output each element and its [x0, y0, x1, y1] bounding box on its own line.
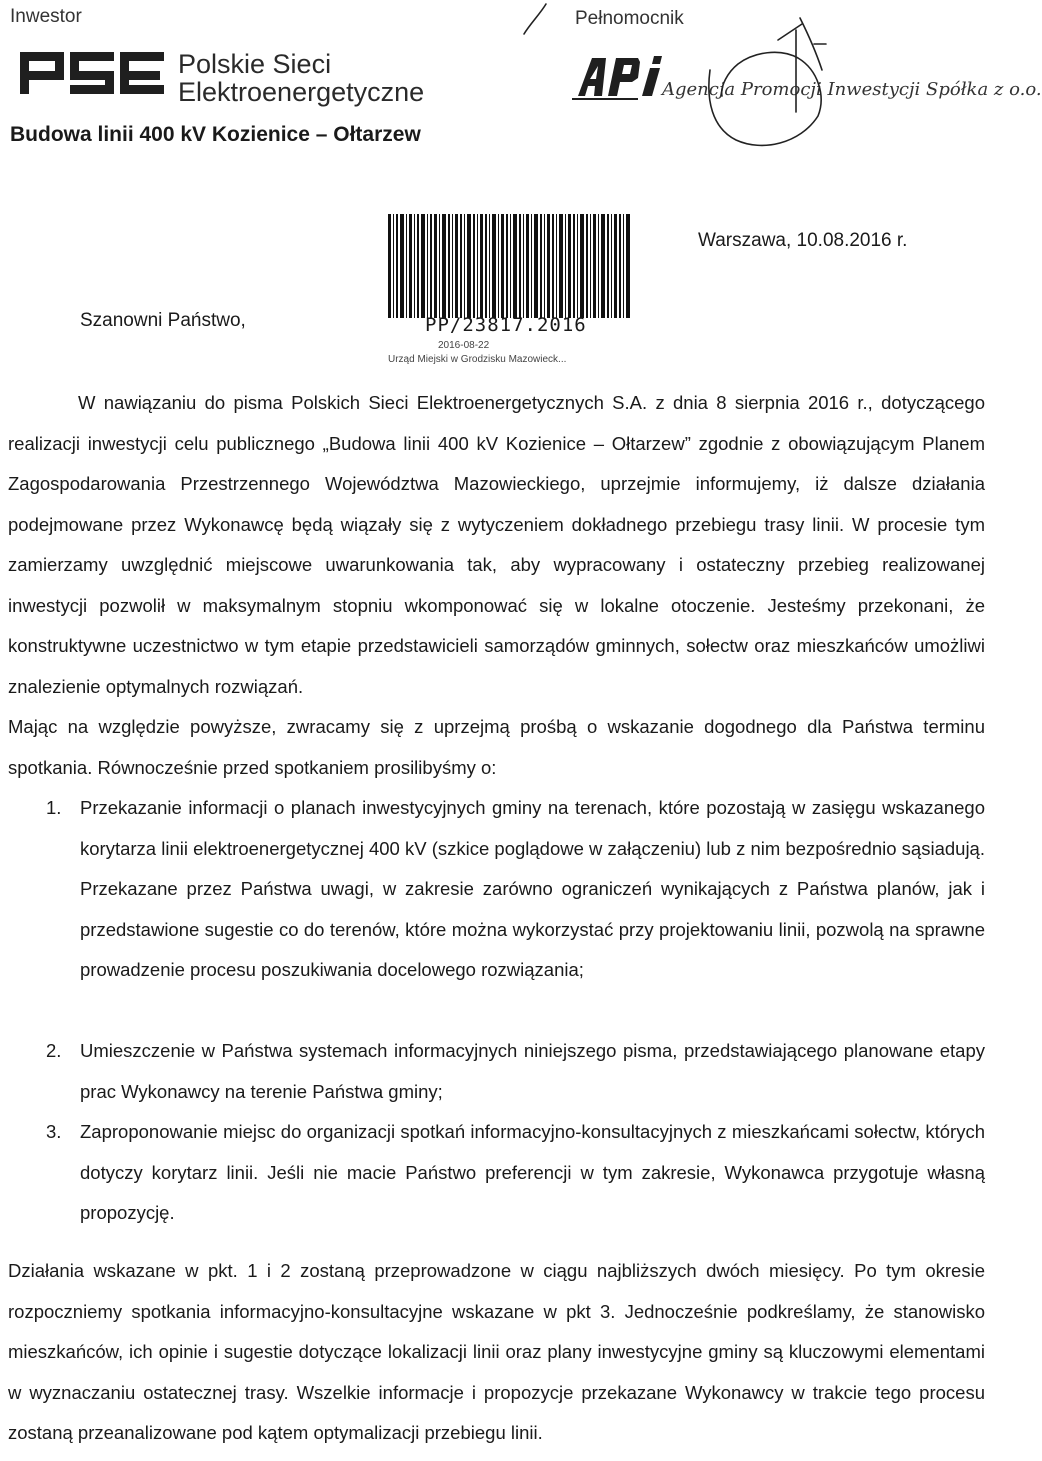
- pse-name-line1: Polskie Sieci: [178, 49, 332, 79]
- barcode-number: PP/23817.2016: [425, 314, 587, 336]
- list-number-1: 1.: [46, 797, 62, 818]
- stamp-office: Urząd Miejski w Grodzisku Mazowieck...: [388, 354, 567, 365]
- pse-logo: [18, 42, 168, 104]
- list-item-2: Umieszczenie w Państwa systemach informacyjnych niniejszego pisma, przedstawiającego planowane etapy prac Wykonawcy na terenie Państwa gminy;: [80, 1040, 985, 1102]
- handwritten-signature: [500, 0, 830, 155]
- salutation: Szanowni Państwo,: [80, 310, 246, 331]
- list-number-2: 2.: [46, 1040, 62, 1061]
- barcode: [388, 214, 633, 318]
- place-date: Warszawa, 10.08.2016 r.: [698, 230, 908, 251]
- investor-label: Inwestor: [10, 6, 82, 27]
- api-company-name: Agencja Promocji Inwestycji Spółka z o.o.: [662, 79, 1042, 100]
- list-item-1: Przekazanie informacji o planach inwestycyjnych gminy na terenach, które pozostają w zasięgu wskazanego korytarza linii elektroenergetycznej 400 kV (szkice poglądowe w załączeniu) lub z nim bezpośrednio sąsiadują. Przekazane przez Państwa uwagi, w zakresie zarówno ograniczeń wynikających z Państwa planów, jak i przedstawione sugestie co do terenów, które można wykorzystać przy projektowaniu linii, pozwolą na sprawne prowadzenie procesu poszukiwania docelowego rozwiązania;: [80, 797, 985, 980]
- paragraph-intro: W nawiązaniu do pisma Polskich Sieci Elektroenergetycznych S.A. z dnia 8 sierpnia 2016 r., dotyczącego realizacji inwestycji celu publicznego „Budowa linii 400 kV Kozienice – Ołtarzew” zgodnie z obowiązującym Planem Zagospodarowania Przestrzennego Województwa Mazowieckiego, uprzejmie informujemy, iż dalsze działania podejmowane przez Wykonawcę będą wiązały się z wytyczeniem dokładnego przebiegu trasy linii. W procesie tym zamierzamy uwzględnić miejscowe uwarunkowania tak, aby wypracowany i ostateczny przebieg realizowanej inwestycji pozwolił w maksymalnym stopniu wkomponować się w lokalne otoczenie. Jesteśmy przekonani, że konstruktywne uczestnictwo w tym etapie przedstawicieli samorządów gminnych, sołectw oraz mieszkańców umożliwi znalezienie optymalnych rozwiązań.: [8, 392, 985, 697]
- pse-name-line2: Elektroenergetyczne: [178, 77, 425, 107]
- paragraph-request: Mając na względzie powyższe, zwracamy się z uprzejmą prośbą o wskazanie dogodnego dla Państwa terminu spotkania. Równocześnie przed spotkaniem prosilibyśmy o:: [8, 716, 985, 778]
- proxy-label: Pełnomocnik: [575, 8, 684, 29]
- list-item-3: Zaproponowanie miejsc do organizacji spotkań informacyjno-konsultacyjnych z mieszkańcami sołectw, których dotyczy korytarz linii. Jeśli nie macie Państwo preferencji w tym zakresie, Wykonawca przygotuje własną propozycję.: [80, 1121, 985, 1223]
- stamp-date: 2016-08-22: [438, 340, 490, 351]
- paragraph-closing: Działania wskazane w pkt. 1 i 2 zostaną przeprowadzone w ciągu najbliższych dwóch miesięcy. Po tym okresie rozpoczniemy spotkania informacyjno-konsultacyjne wskazane w pkt 3. Jednocześnie podkreślamy, że stanowisko mieszkańców, ich opinie i sugestie dotyczące lokalizacji linii oraz plany inwestycyjne gminy są kluczowymi elementami w wyznaczaniu ostatecznej trasy. Wszelkie informacje i propozycje przekazane Wykonawcy w trakcie tego procesu zostaną przeanalizowane pod kątem optymalizacji przebiegu linii.: [8, 1260, 985, 1443]
- subject-title: Budowa linii 400 kV Kozienice – Ołtarzew: [10, 123, 421, 146]
- list-number-3: 3.: [46, 1121, 62, 1142]
